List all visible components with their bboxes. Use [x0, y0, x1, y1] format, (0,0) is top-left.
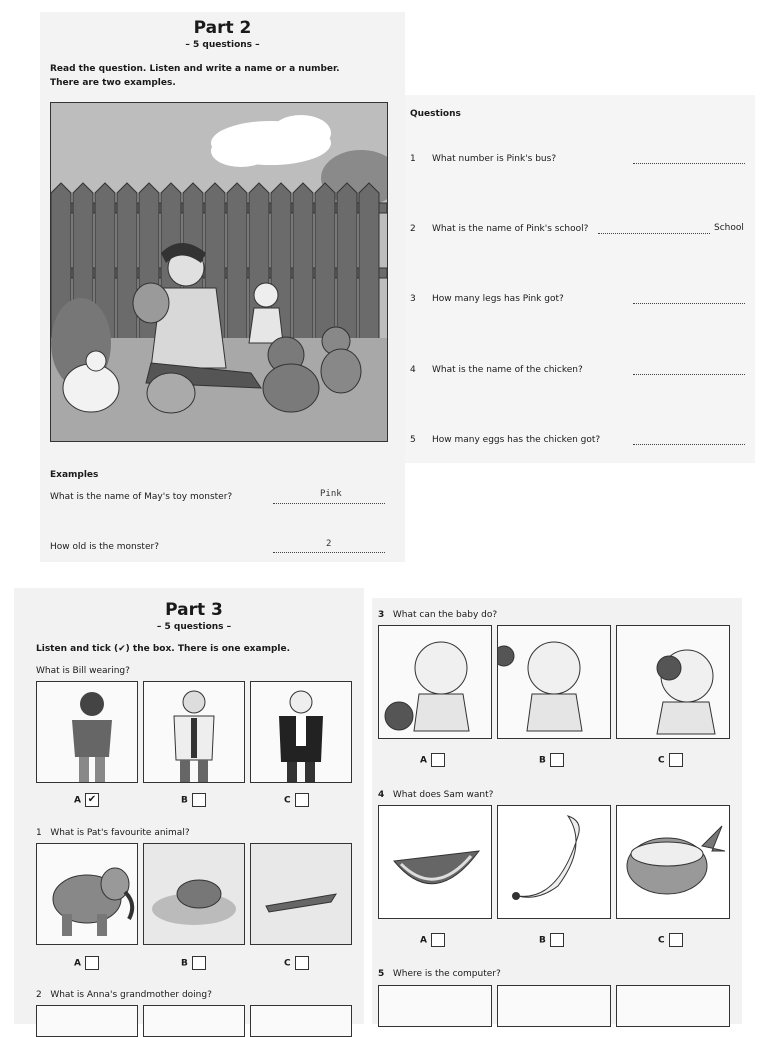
q3-number: 3 — [410, 294, 416, 304]
example-2-answer: 2 — [326, 539, 332, 549]
q5-number: 5 — [410, 435, 416, 445]
q5-picture-a — [378, 985, 492, 1027]
p3-q2-number: 2 — [36, 990, 42, 1000]
q2-suffix: School — [714, 223, 744, 233]
part2-instructions-1: Read the question. Listen and write a name or a number. — [50, 64, 340, 74]
p3-q5 — [378, 969, 501, 979]
option-letter: C — [658, 755, 665, 766]
park-illustration — [50, 102, 388, 442]
checkbox[interactable] — [192, 793, 206, 807]
q4-option-a[interactable] — [420, 933, 445, 947]
q1-text: What number is Pink's bus? — [432, 154, 557, 164]
p3-q2-text: What is Anna's grandmother doing? — [50, 990, 212, 1000]
part2-instructions-2: There are two examples. — [50, 78, 176, 88]
example-option-a[interactable] — [74, 793, 99, 807]
checkbox[interactable] — [431, 933, 445, 947]
q1-picture-c — [250, 843, 352, 945]
checkbox[interactable] — [669, 753, 683, 767]
option-letter: C — [658, 935, 665, 946]
p3-q5-text: Where is the computer? — [392, 969, 501, 979]
q5-text: How many eggs has the chicken got? — [432, 435, 601, 445]
q3-picture-b — [497, 625, 611, 739]
q2-text: What is the name of Pink's school? — [432, 224, 589, 234]
q4-text: What is the name of the chicken? — [432, 365, 583, 375]
option-letter: B — [539, 755, 546, 766]
q2-picture-b — [143, 1005, 245, 1037]
checkbox[interactable] — [85, 956, 99, 970]
q5-picture-c — [616, 985, 730, 1027]
checkbox[interactable] — [550, 933, 564, 947]
checkbox[interactable] — [669, 933, 683, 947]
option-letter: C — [284, 958, 291, 969]
p3-q3-text: What can the baby do? — [392, 610, 498, 620]
option-letter: A — [74, 795, 81, 806]
p3-q2 — [36, 990, 212, 1000]
option-letter: A — [420, 755, 427, 766]
option-letter: B — [181, 958, 188, 969]
q3-picture-a — [378, 625, 492, 739]
p3-q3-number: 3 — [378, 610, 385, 620]
checkbox[interactable] — [295, 793, 309, 807]
part3-subtitle: – 5 questions – — [156, 622, 232, 632]
example-2-question: How old is the monster? — [50, 542, 159, 552]
example-1-question: What is the name of May's toy monster? — [50, 492, 233, 502]
q1-picture-a — [36, 843, 138, 945]
questions-heading: Questions — [410, 109, 461, 119]
p3-q4-text: What does Sam want? — [392, 790, 494, 800]
q3-option-a[interactable] — [420, 753, 445, 767]
q3-option-c[interactable] — [658, 753, 683, 767]
q4-answer-field[interactable] — [633, 364, 745, 375]
checkbox[interactable] — [431, 753, 445, 767]
q4-option-c[interactable] — [658, 933, 683, 947]
p3-q4 — [378, 790, 493, 800]
q4-option-b[interactable] — [539, 933, 564, 947]
q1-number: 1 — [410, 154, 416, 164]
p3-q1-text: What is Pat's favourite animal? — [50, 828, 190, 838]
q4-picture-c — [616, 805, 730, 919]
q5-picture-b — [497, 985, 611, 1027]
q1-option-b[interactable] — [181, 956, 206, 970]
q3-answer-field[interactable] — [633, 293, 745, 304]
q3-text: How many legs has Pink got? — [432, 294, 564, 304]
q2-picture-c — [250, 1005, 352, 1037]
part3-instructions: Listen and tick (✔) the box. There is one example. — [36, 644, 290, 654]
q5-answer-field[interactable] — [633, 434, 745, 445]
example-picture-c — [250, 681, 352, 783]
q1-option-a[interactable] — [74, 956, 99, 970]
example-question: What is Bill wearing? — [36, 666, 130, 676]
example-option-c[interactable] — [284, 793, 309, 807]
part3-right-page — [372, 598, 742, 1024]
option-letter: A — [74, 958, 81, 969]
example-1-answer: Pink — [320, 489, 342, 499]
example-picture-a — [36, 681, 138, 783]
part2-title: Part 2 — [193, 18, 252, 38]
checkbox[interactable] — [295, 956, 309, 970]
option-letter: A — [420, 935, 427, 946]
example-option-b[interactable] — [181, 793, 206, 807]
option-letter: B — [181, 795, 188, 806]
examples-heading: Examples — [50, 470, 99, 480]
option-letter: B — [539, 935, 546, 946]
p3-q5-number: 5 — [378, 969, 385, 979]
checkbox[interactable] — [550, 753, 564, 767]
q3-picture-c — [616, 625, 730, 739]
q2-answer-field[interactable] — [598, 223, 710, 234]
p3-q1 — [36, 828, 190, 838]
p3-q3 — [378, 610, 497, 620]
part3-page — [14, 588, 364, 1024]
q1-option-c[interactable] — [284, 956, 309, 970]
example-picture-b — [143, 681, 245, 783]
option-letter: C — [284, 795, 291, 806]
q1-picture-b — [143, 843, 245, 945]
q1-answer-field[interactable] — [633, 153, 745, 164]
p3-q4-number: 4 — [378, 790, 385, 800]
part2-questions-page — [405, 95, 755, 463]
q4-picture-b — [497, 805, 611, 919]
example-tick-box[interactable]: ✔ — [85, 793, 99, 807]
q2-picture-a — [36, 1005, 138, 1037]
q2-number: 2 — [410, 224, 416, 234]
p3-q1-number: 1 — [36, 828, 42, 838]
part2-subtitle: – 5 questions – — [185, 40, 260, 50]
q4-picture-a — [378, 805, 492, 919]
part3-title: Part 3 — [165, 600, 223, 620]
q4-number: 4 — [410, 365, 416, 375]
q3-option-b[interactable] — [539, 753, 564, 767]
part2-page — [40, 12, 405, 562]
checkbox[interactable] — [192, 956, 206, 970]
